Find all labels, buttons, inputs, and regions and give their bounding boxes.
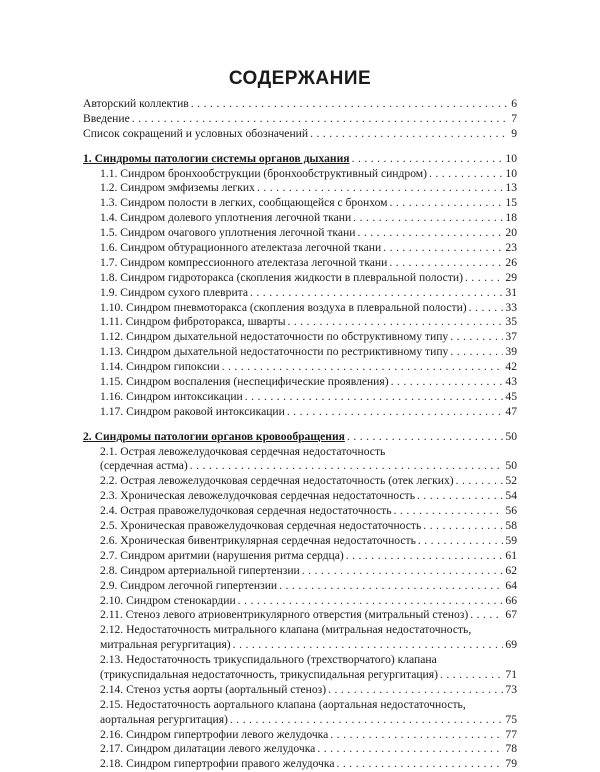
toc-entry[interactable] [83, 623, 517, 638]
dot-leader [383, 241, 503, 256]
toc-entry-label: 1.13. Синдром дыхательной недостаточности по рестриктивному типу [100, 345, 449, 359]
toc-entry-continuation[interactable] [83, 668, 517, 683]
dot-leader [328, 683, 503, 698]
toc-entry-page: 18 [505, 211, 517, 225]
toc-entry-page: 45 [505, 389, 517, 403]
toc-entry-page: 52 [505, 474, 517, 488]
toc-entry-continuation[interactable] [83, 638, 517, 653]
toc-entry[interactable] [83, 474, 517, 489]
toc-entry-page: 35 [505, 315, 517, 329]
dot-leader [456, 474, 504, 489]
dot-leader [470, 608, 503, 623]
toc-entry[interactable] [83, 653, 517, 668]
dot-leader [190, 459, 504, 474]
toc-entry-label: 2.17. Синдром дилатации левого желудочка [100, 742, 316, 756]
toc-entry-page: 7 [511, 111, 517, 125]
toc-entry-page: 73 [505, 682, 517, 696]
toc-entry-page: 59 [505, 533, 517, 547]
toc-entry-page: 15 [505, 196, 517, 210]
toc-entry[interactable] [83, 445, 517, 460]
toc-entry-page: 10 [505, 166, 517, 180]
toc-entry[interactable] [83, 301, 517, 316]
toc-entry-page: 20 [505, 226, 517, 240]
dot-leader [310, 127, 509, 142]
toc-entry[interactable] [83, 241, 517, 256]
toc-entry[interactable] [83, 330, 517, 345]
toc-entry[interactable] [83, 757, 517, 772]
dot-leader [245, 390, 504, 405]
toc-entry-page: 47 [505, 404, 517, 418]
toc-entry-label: 1.1. Синдром бронхообструкции (бронхообструктивный синдром) [100, 166, 427, 180]
toc-entry-page: 13 [505, 181, 517, 195]
dot-leader [257, 181, 503, 196]
dot-leader [302, 564, 504, 579]
toc-entry-label: 2.18. Синдром гипертрофии правого желудочка [100, 757, 335, 771]
toc-entry[interactable] [83, 489, 517, 504]
toc-entry-label: 1.14. Синдром гипоксии [100, 360, 220, 374]
dot-leader [450, 345, 503, 360]
toc-entry[interactable] [83, 196, 517, 211]
toc-entry-label: 2. Синдромы патологии органов кровообращения [83, 429, 345, 443]
toc-entry-label: 1.3. Синдром полости в легких, сообщающейся с бронхом [100, 196, 388, 210]
toc-entry-page: 29 [505, 270, 517, 284]
dot-leader [230, 713, 504, 728]
toc-entry-label: 1. Синдромы патологии системы органов дыхания [83, 151, 350, 165]
toc-entry-continuation[interactable] [83, 713, 517, 728]
toc-entry[interactable] [83, 271, 517, 286]
toc-entry[interactable] [83, 181, 517, 196]
toc-entry-page: 10 [505, 151, 517, 165]
dot-leader [440, 668, 503, 683]
toc-entry-label: 1.4. Синдром долевого уплотнения легочной ткани [100, 211, 352, 225]
toc-entry[interactable] [83, 226, 517, 241]
toc-entry[interactable] [83, 579, 517, 594]
toc-entry-label: 2.1. Острая левожелудочковая сердечная недостаточность [100, 444, 386, 458]
toc-entry-label: 1.12. Синдром дыхательной недостаточности по обструктивному типу [100, 330, 449, 344]
dot-leader [238, 594, 504, 609]
toc-entry[interactable] [83, 504, 517, 519]
dot-leader [465, 271, 503, 286]
toc-entry-page: 50 [505, 459, 517, 473]
toc-entry-page: 75 [505, 712, 517, 726]
toc-entry-page: 39 [505, 345, 517, 359]
toc-entry-label: (трикуспидальная недостаточность, трикуспидальная регургитация) [100, 667, 438, 681]
dot-leader [357, 226, 503, 241]
toc-entry[interactable] [83, 315, 517, 330]
toc-entry-page: 67 [505, 608, 517, 622]
toc-entry-label: 2.14. Стеноз устья аорты (аортальный стеноз) [100, 682, 327, 696]
toc-entry-page: 61 [505, 548, 517, 562]
toc-entry-label: 2.3. Хроническая левожелудочковая сердечная недостаточность [100, 489, 416, 503]
toc-entry-label: 2.4. Острая правожелудочковая сердечная недостаточность [100, 504, 392, 518]
dot-leader [191, 97, 509, 112]
table-of-contents [83, 97, 517, 772]
toc-entry-label: 1.8. Синдром гидроторакса (скопления жидкости в плевральной полости) [100, 270, 463, 284]
toc-entry-page: 6 [511, 97, 517, 110]
toc-entry[interactable] [83, 390, 517, 405]
toc-entry-continuation[interactable] [83, 459, 517, 474]
toc-entry-label: 2.2. Острая левожелудочковая сердечная недостаточность (отек легких) [100, 474, 454, 488]
toc-entry[interactable] [83, 211, 517, 226]
toc-entry-page: 78 [505, 742, 517, 756]
toc-entry-page: 54 [505, 489, 517, 503]
toc-entry-page: 33 [505, 300, 517, 314]
toc-entry-label: 2.12. Недостаточность митрального клапана (митральная недостаточность, [100, 623, 472, 637]
front-matter-list [83, 97, 517, 142]
toc-entry-label: 2.15. Недостаточность аортального клапана (аортальная недостаточность, [100, 697, 466, 711]
toc-entry[interactable] [83, 256, 517, 271]
toc-entry[interactable] [83, 375, 517, 390]
section-heading[interactable] [83, 152, 517, 167]
dot-leader [423, 519, 503, 534]
dot-leader [394, 504, 504, 519]
dot-leader [346, 549, 504, 564]
toc-entry-page: 69 [505, 638, 517, 652]
dot-leader [337, 757, 504, 772]
dot-leader [233, 638, 504, 653]
toc-entry-label: 2.6. Хроническая бивентрикулярная сердечная недостаточность [100, 533, 416, 547]
toc-entry-label: Список сокращений и условных обозначений [83, 126, 309, 140]
toc-entry-page: 77 [505, 727, 517, 741]
toc-entry[interactable] [83, 608, 517, 623]
toc-entry-label: аортальная регургитация) [100, 712, 228, 726]
toc-entry-label: 1.5. Синдром очагового уплотнения легочной ткани [100, 226, 356, 240]
dot-leader [250, 286, 503, 301]
toc-entry-label: 2.5. Хроническая правожелудочковая сердечная недостаточность [100, 519, 422, 533]
toc-entry-page: 23 [505, 241, 517, 255]
section-2 [83, 430, 517, 772]
toc-entry-label: 1.17. Синдром раковой интоксикации [100, 404, 285, 418]
toc-entry[interactable] [83, 405, 517, 420]
toc-entry[interactable] [83, 519, 517, 534]
toc-entry[interactable] [83, 97, 517, 112]
toc-entry-page: 43 [505, 375, 517, 389]
toc-entry-label: 2.11. Стеноз левого атриовентрикулярного отверстия (митральный стеноз) [100, 608, 469, 622]
toc-entry-label: 1.7. Синдром компрессионного ателектаза легочной ткани [100, 255, 388, 269]
dot-leader [279, 579, 503, 594]
toc-entry[interactable] [83, 594, 517, 609]
toc-entry-page: 56 [505, 504, 517, 518]
toc-entry[interactable] [83, 564, 517, 579]
toc-entry-label: 1.10. Синдром пневмоторакса (скопления воздуха в плевральной полости) [100, 300, 467, 314]
toc-entry-page: 9 [511, 126, 517, 140]
toc-entry-page: 26 [505, 255, 517, 269]
dot-leader [352, 152, 504, 167]
toc-entry-label: 2.10. Синдром стенокардии [100, 593, 236, 607]
toc-entry-label: 2.13. Недостаточность трикуспидального (трехстворчатого) клапана [100, 653, 437, 667]
toc-entry[interactable] [83, 683, 517, 698]
toc-entry[interactable] [83, 549, 517, 564]
toc-entry-label: 1.15. Синдром воспаления (неспецифические проявления) [100, 375, 389, 389]
toc-entry-page: 79 [505, 757, 517, 771]
toc-entry-page: 42 [505, 360, 517, 374]
dot-leader [347, 430, 503, 445]
dot-leader [389, 256, 503, 271]
toc-entry[interactable] [83, 698, 517, 713]
toc-entry-page: 58 [505, 519, 517, 533]
toc-entry-label: 2.7. Синдром аритмии (нарушения ритма сердца) [100, 548, 344, 562]
toc-entry[interactable] [83, 345, 517, 360]
toc-entry-page: 66 [505, 593, 517, 607]
dot-leader [429, 167, 503, 182]
page-title: СОДЕРЖАНИЕ [228, 68, 372, 89]
dot-leader [287, 405, 504, 420]
toc-entry[interactable] [83, 360, 517, 375]
section-heading[interactable] [83, 430, 517, 445]
dot-leader [132, 112, 509, 127]
toc-entry-page: 62 [505, 563, 517, 577]
toc-entry[interactable] [83, 286, 517, 301]
toc-entry[interactable] [83, 534, 517, 549]
toc-entry-label: 2.16. Синдром гипертрофии левого желудочка [100, 727, 329, 741]
toc-entry[interactable] [83, 728, 517, 743]
dot-leader [330, 728, 503, 743]
toc-entry-label: 1.2. Синдром эмфиземы легких [100, 181, 255, 195]
dot-leader [287, 315, 503, 330]
toc-entry-label: Введение [83, 111, 130, 125]
toc-entry-label: митральная регургитация) [100, 638, 231, 652]
toc-entry-label: 1.11. Синдром фиброторакса, шварты [100, 315, 286, 329]
dot-leader [391, 375, 504, 390]
toc-entry-label: 2.8. Синдром артериальной гипертензии [100, 563, 300, 577]
toc-entry-label: 1.9. Синдром сухого плеврита [100, 285, 249, 299]
toc-entry[interactable] [83, 112, 517, 127]
dot-leader [353, 211, 503, 226]
toc-entry[interactable] [83, 127, 517, 142]
toc-entry-page: 50 [505, 429, 517, 443]
dot-leader [390, 196, 504, 211]
toc-entry[interactable] [83, 167, 517, 182]
toc-entry-label: Авторский коллектив [83, 97, 189, 110]
toc-entry-label: 1.6. Синдром обтурационного ателектаза легочной ткани [100, 241, 382, 255]
dot-leader [450, 330, 503, 345]
toc-entry-page: 31 [505, 285, 517, 299]
dot-leader [417, 489, 503, 504]
toc-entry-page: 71 [505, 667, 517, 681]
dot-leader [418, 534, 504, 549]
dot-leader [469, 301, 504, 316]
section-1 [83, 152, 517, 420]
toc-entry-label: 1.16. Синдром интоксикации [100, 389, 243, 403]
toc-entry-label: (сердечная астма) [100, 459, 188, 473]
toc-entry-page: 64 [505, 578, 517, 592]
dot-leader [222, 360, 504, 375]
toc-entry-label: 2.9. Синдром легочной гипертензии [100, 578, 278, 592]
toc-entry-page: 37 [505, 330, 517, 344]
